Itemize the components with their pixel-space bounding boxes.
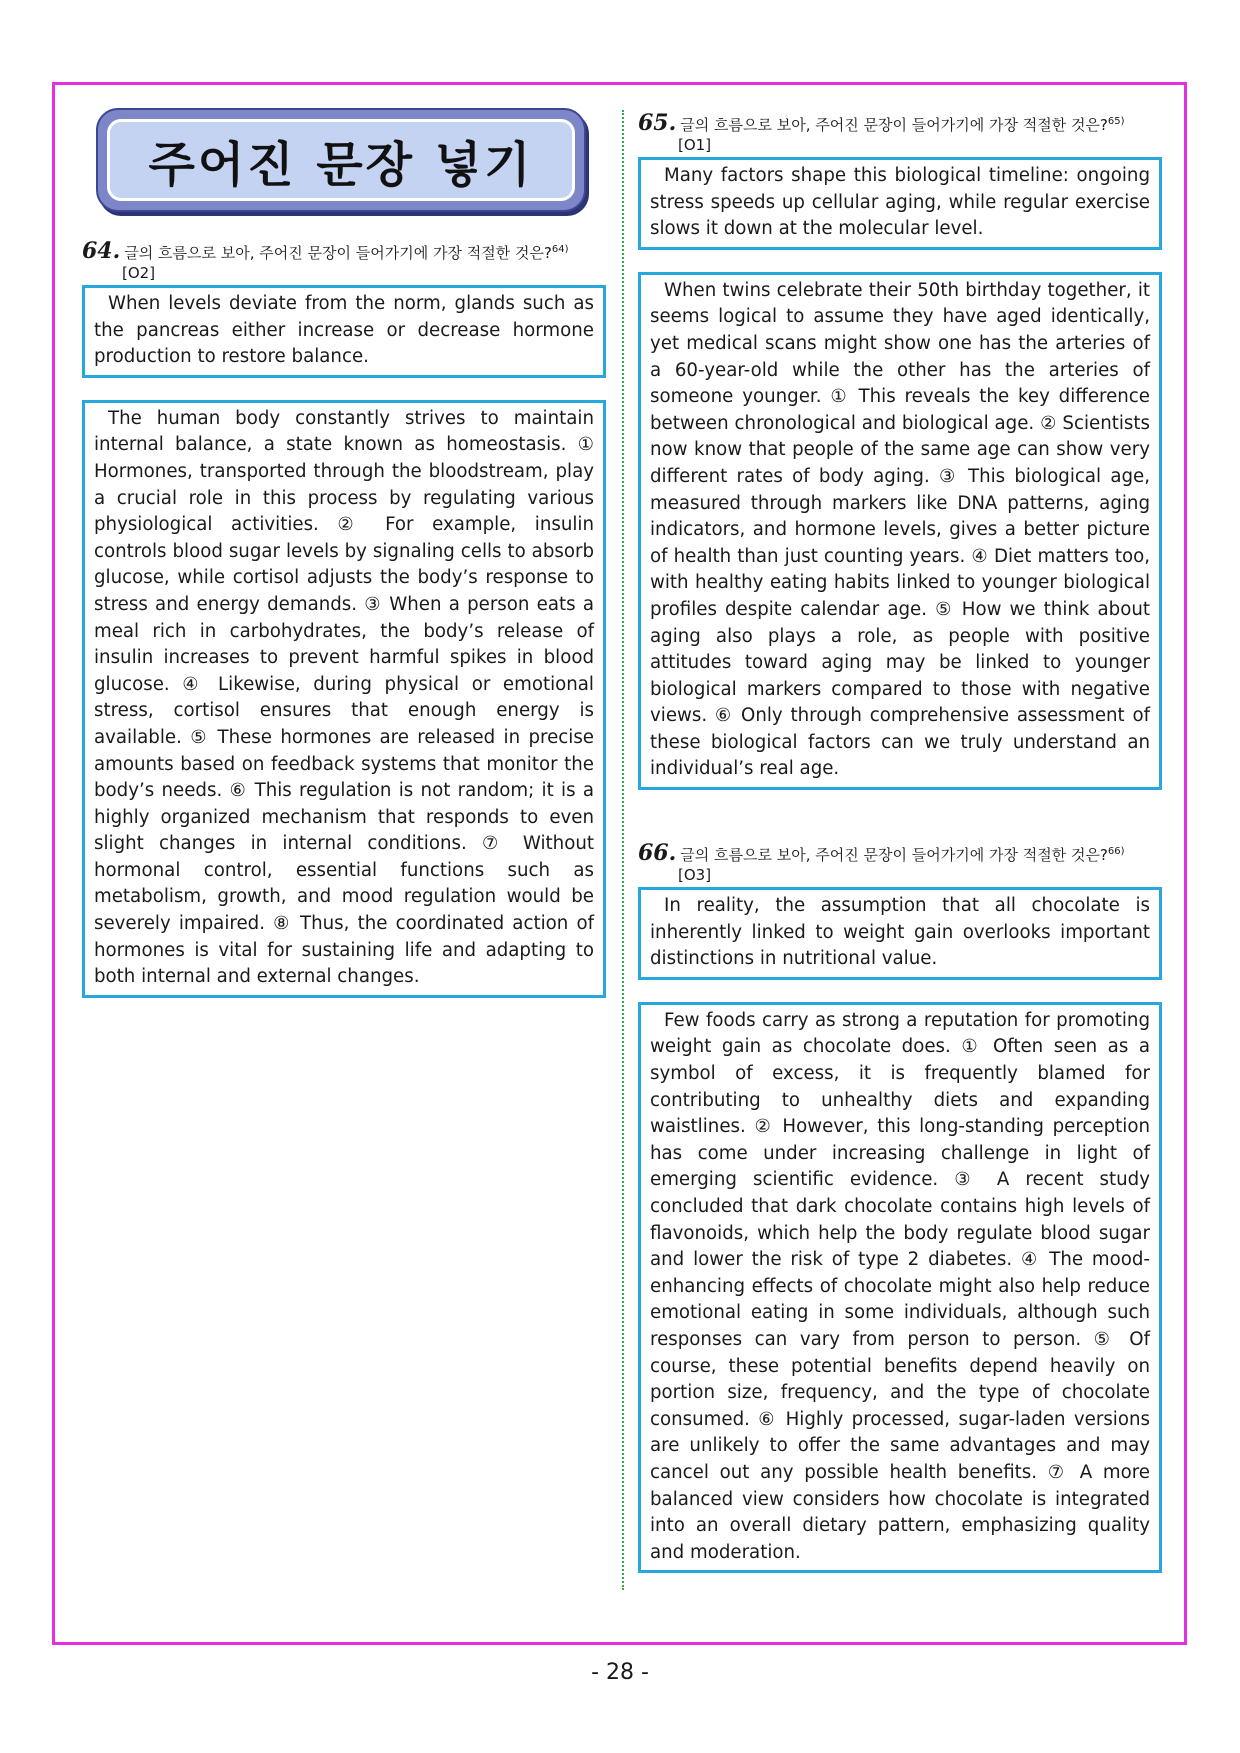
page-number: - 28 - [591, 1660, 649, 1685]
question-65-header [638, 112, 1162, 155]
question-65-code: [O1] [678, 136, 712, 154]
question-64-header [82, 240, 606, 283]
question-66-given-sentence: In reality, the assumption that all chocolate is inherently linked to weight gain overlooks important distinctions in nutritional value. [638, 887, 1162, 980]
question-65-footnote: 65) [1107, 116, 1125, 127]
question-65 [638, 112, 1162, 790]
question-66-prompt: 글의 흐름으로 보아, 주어진 문장이 들어가기에 가장 적절한 것은? [680, 846, 1108, 865]
question-65-given-sentence: Many factors shape this biological timeline: ongoing stress speeds up cellular aging, while regular exercise slows it down at the molecular level. [638, 157, 1162, 250]
section-title-inner [107, 119, 575, 201]
question-64-prompt: 글의 흐름으로 보아, 주어진 문장이 들어가기에 가장 적절한 것은? [124, 244, 552, 262]
question-66 [638, 842, 1162, 1573]
question-64-code: [O2] [122, 264, 156, 282]
section-title: 주어진 문장 넣기 [148, 136, 534, 193]
question-66-code: [O3] [678, 866, 712, 885]
question-66-number: 66. [638, 840, 677, 867]
question-64-passage: The human body constantly strives to maintain internal balance, a state known as homeostasis. ① Hormones, transported through the bloodstream, play a crucial role in this process by regulating various physiological activities. ② For example, insulin controls blood sugar levels by signaling cells to absorb glucose, while cortisol adjusts the body’s response to stress and energy demands. ③ When a person eats a meal rich in carbohydrates, the body’s release of insulin increases to prevent harmful spikes in blood glucose. ④ Likewise, during physical or emotional stress, cortisol ensures that enough energy is available. ⑤ These hormones are released in precise amounts based on feedback systems that monitor the body’s needs. ⑥ This regulation is not random; it is a highly organized mechanism that responds to even slight changes in internal conditions. ⑦ Without hormonal control, essential functions such as metabolism, growth, and mood regulation would be severely impaired. ⑧ Thus, the coordinated action of hormones is vital for sustaining life and adapting to both internal and external changes. [82, 400, 606, 998]
column-divider [622, 110, 624, 1590]
question-66-passage: Few foods carry as strong a reputation for promoting weight gain as chocolate does. ① Often seen as a symbol of excess, it is frequently blamed for contributing to unhealthy diets and expanding waistlines. ② However, this long-standing perception has come under increasing challenge in light of emerging scientific evidence. ③ A recent study concluded that dark chocolate contains high levels of flavonoids, which help the body regulate blood sugar and lower the risk of type 2 diabetes. ④ The mood-enhancing effects of chocolate might also help reduce emotional eating in some individuals, although such responses can vary from person to person. ⑤ Of course, these potential benefits depend heavily on portion size, frequency, and the type of chocolate consumed. ⑥ Highly processed, sugar-laden versions are unlikely to offer the same advantages and may cancel out any possible health benefits. ⑦ A more balanced view considers how chocolate is integrated into an overall dietary pattern, emphasizing quality and moderation. [638, 1002, 1162, 1573]
left-column [82, 108, 606, 998]
question-65-passage: When twins celebrate their 50th birthday together, it seems logical to assume they have aged identically, yet medical scans might show one has the arteries of a 60-year-old while the other has the arteries of someone younger. ① This reveals the key difference between chronological and biological age. ② Scientists now know that people of the same age can show very different rates of body aging. ③ This biological age, measured through markers like DNA patterns, aging indicators, and hormone levels, gives a better picture of health than just counting years. ④ Diet matters too, with healthy eating habits linked to younger biological profiles despite calendar age. ⑤ How we think about aging also plays a role, as people with positive attitudes toward aging may be linked to younger biological markers compared to those with negative views. ⑥ Only through comprehensive assessment of these biological factors can we truly understand an individual’s real age. [638, 272, 1162, 790]
right-column [638, 112, 1162, 1573]
question-65-prompt: 글의 흐름으로 보아, 주어진 문장이 들어가기에 가장 적절한 것은? [680, 116, 1108, 134]
question-64-given-sentence: When levels deviate from the norm, glands such as the pancreas either increase or decrease hormone production to restore balance. [82, 285, 606, 378]
section-title-banner [96, 108, 586, 212]
question-66-header [638, 842, 1162, 885]
question-64 [82, 240, 606, 998]
question-65-number: 65. [638, 110, 677, 136]
question-64-number: 64. [82, 238, 121, 264]
question-66-footnote: 66) [1107, 846, 1125, 858]
question-64-footnote: 64) [551, 244, 569, 255]
